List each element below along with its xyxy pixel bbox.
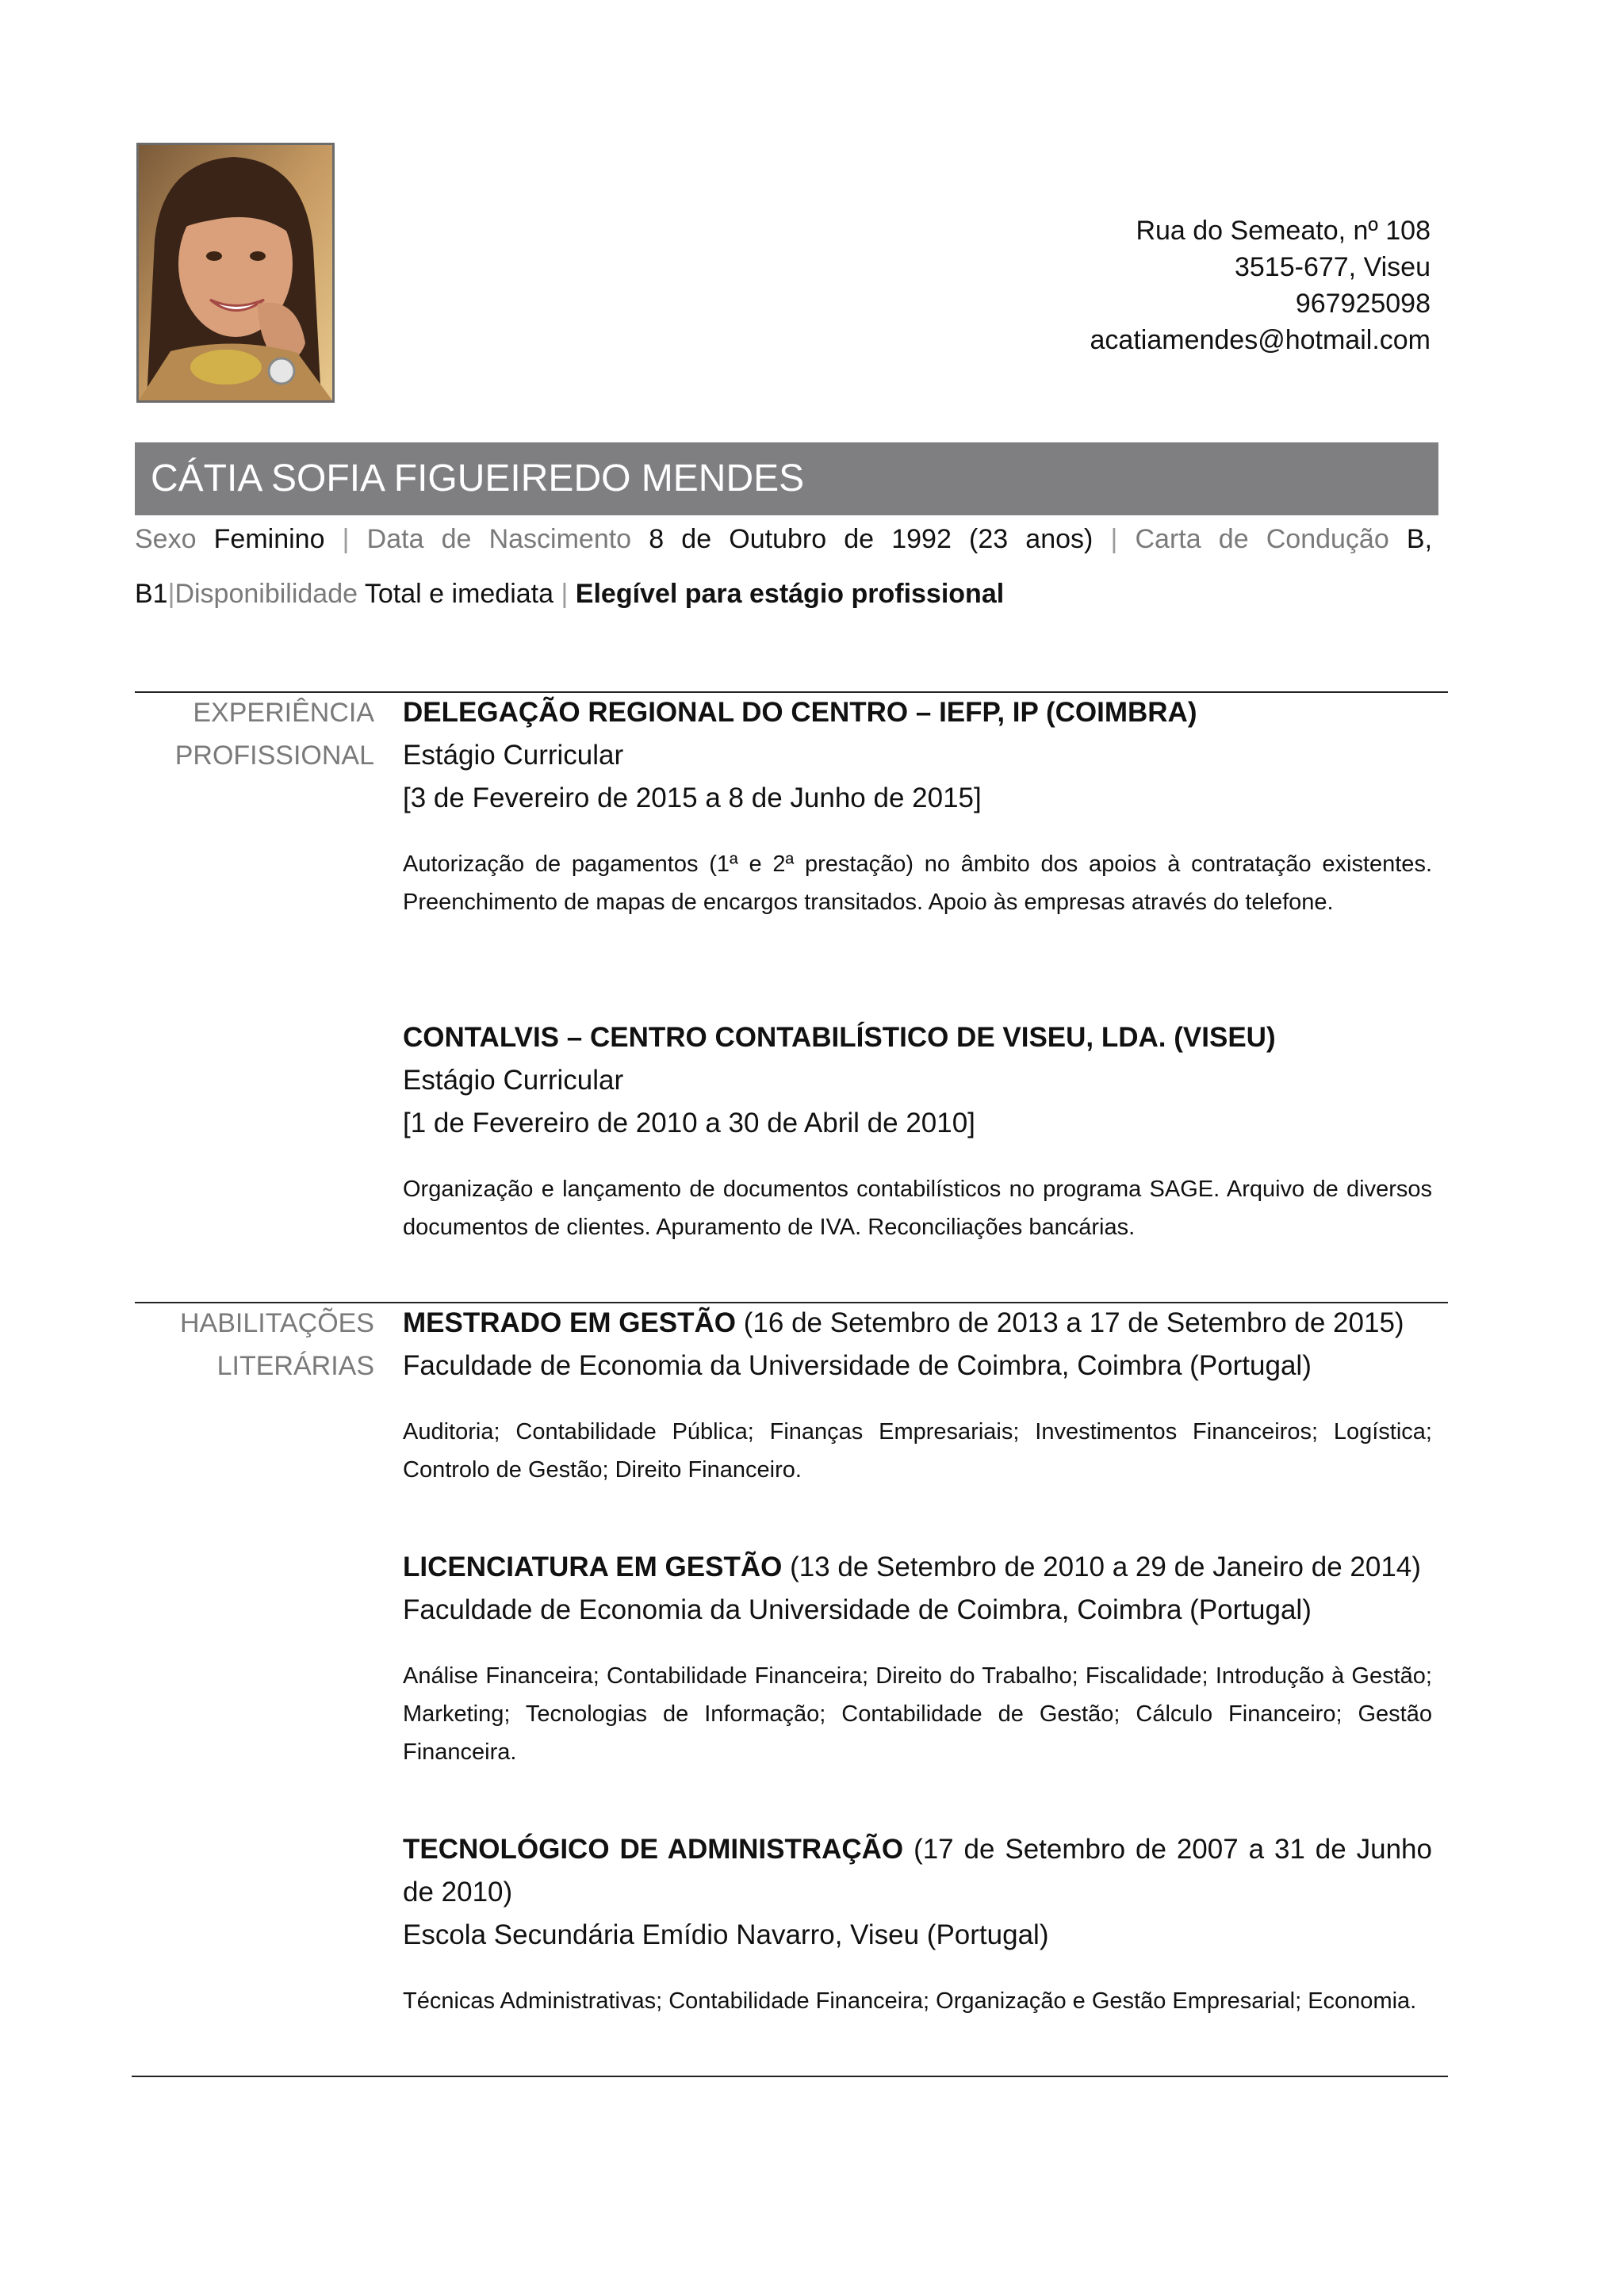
birth-label: Data de Nascimento	[366, 524, 632, 554]
separator: |	[1110, 524, 1118, 554]
job-role: Estágio Curricular	[403, 740, 624, 771]
job-period: [1 de Fevereiro de 2010 a 30 de Abril de 2010]	[403, 1108, 975, 1138]
degree-heading	[403, 1546, 1432, 1589]
degree-name: TECNOLÓGICO DE ADMINISTRAÇÃO	[403, 1834, 904, 1865]
degree-heading	[403, 1828, 1432, 1914]
subjects-list: Auditoria; Contabilidade Pública; Finanças Empresariais; Investimentos Financeiros; Logística; Controlo de Gestão; Direito Financeiro.	[403, 1419, 1432, 1483]
education-entry	[403, 1546, 1432, 1771]
contact-email[interactable]: acatiamendes@hotmail.com	[1090, 325, 1431, 355]
job-role: Estágio Curricular	[403, 1065, 624, 1096]
profile-photo	[136, 143, 335, 403]
degree-dates: (17 de Setembro de 2007 a 31 de Junho de 2010)	[403, 1834, 1432, 1908]
institution: Escola Secundária Emídio Navarro, Viseu (Portugal)	[403, 1919, 1049, 1950]
degree-dates: (13 de Setembro de 2010 a 29 de Janeiro de 2014)	[790, 1552, 1421, 1582]
degree-dates: (16 de Setembro de 2013 a 17 de Setembro de 2015)	[743, 1307, 1404, 1338]
contact-postal: 3515-677, Viseu	[1234, 252, 1431, 282]
availability-label: Disponibilidade	[174, 579, 358, 609]
experience-entry	[403, 691, 1432, 921]
experience-section-label	[132, 691, 374, 777]
employer-name: CONTALVIS – CENTRO CONTABILÍSTICO DE VISEU, LDA. (VISEU)	[403, 1022, 1276, 1053]
subjects-list: Análise Financeira; Contabilidade Financeira; Direito do Trabalho; Fiscalidade; Introdução à Gestão; Marketing; Tecnologias de Informação; Contabilidade de Gestão; Cálculo Financeiro; Gestão Financeira.	[403, 1663, 1432, 1765]
employer-name: DELEGAÇÃO REGIONAL DO CENTRO – IEFP, IP (COIMBRA)	[403, 697, 1197, 728]
sex-value: Feminino	[213, 524, 325, 554]
personal-info	[135, 512, 1432, 622]
experience-entry	[403, 1016, 1432, 1246]
license-label: Carta de Condução	[1135, 524, 1389, 554]
contact-block	[1090, 212, 1431, 358]
separator: |	[561, 579, 569, 609]
eligibility-note: Elegível para estágio profissional	[575, 579, 1005, 609]
education-entry	[403, 1828, 1432, 2020]
name-banner	[135, 442, 1438, 515]
education-label-line2: LITERÁRIAS	[216, 1351, 374, 1381]
institution: Faculdade de Economia da Universidade de Coimbra, Coimbra (Portugal)	[403, 1350, 1312, 1381]
contact-street: Rua do Semeato, nº 108	[1136, 216, 1431, 246]
institution: Faculdade de Economia da Universidade de Coimbra, Coimbra (Portugal)	[403, 1594, 1312, 1625]
education-entry	[403, 1302, 1432, 1489]
education-section-label	[132, 1302, 374, 1387]
degree-name: MESTRADO EM GESTÃO	[403, 1307, 737, 1338]
license-value: B, B1	[135, 524, 1433, 609]
portrait-image	[139, 145, 332, 400]
birth-value: 8 de Outubro de 1992 (23 anos)	[649, 524, 1094, 554]
separator: |	[342, 524, 350, 554]
section-divider	[132, 2076, 1448, 2077]
job-period: [3 de Fevereiro de 2015 a 8 de Junho de 2015]	[403, 783, 982, 813]
full-name: CÁTIA SOFIA FIGUEIREDO MENDES	[151, 457, 805, 499]
job-description: Autorização de pagamentos (1ª e 2ª prestação) no âmbito dos apoios à contratação existentes. Preenchimento de mapas de encargos transitados. Apoio às empresas através do telefone.	[403, 851, 1432, 915]
sex-label: Sexo	[135, 524, 197, 554]
job-description: Organização e lançamento de documentos contabilísticos no programa SAGE. Arquivo de diversos documentos de clientes. Apuramento de IVA. Reconciliações bancárias.	[403, 1177, 1432, 1240]
education-label-line1: HABILITAÇÕES	[180, 1308, 374, 1338]
degree-name: LICENCIATURA EM GESTÃO	[403, 1552, 783, 1582]
availability-value: Total e imediata	[364, 579, 554, 609]
experience-label-line1: EXPERIÊNCIA	[193, 698, 374, 728]
separator: |	[167, 579, 175, 609]
contact-phone: 967925098	[1295, 289, 1431, 319]
experience-label-line2: PROFISSIONAL	[174, 740, 374, 771]
degree-heading	[403, 1302, 1432, 1345]
subjects-list: Técnicas Administrativas; Contabilidade Financeira; Organização e Gestão Empresarial; Economia.	[403, 1988, 1417, 2014]
